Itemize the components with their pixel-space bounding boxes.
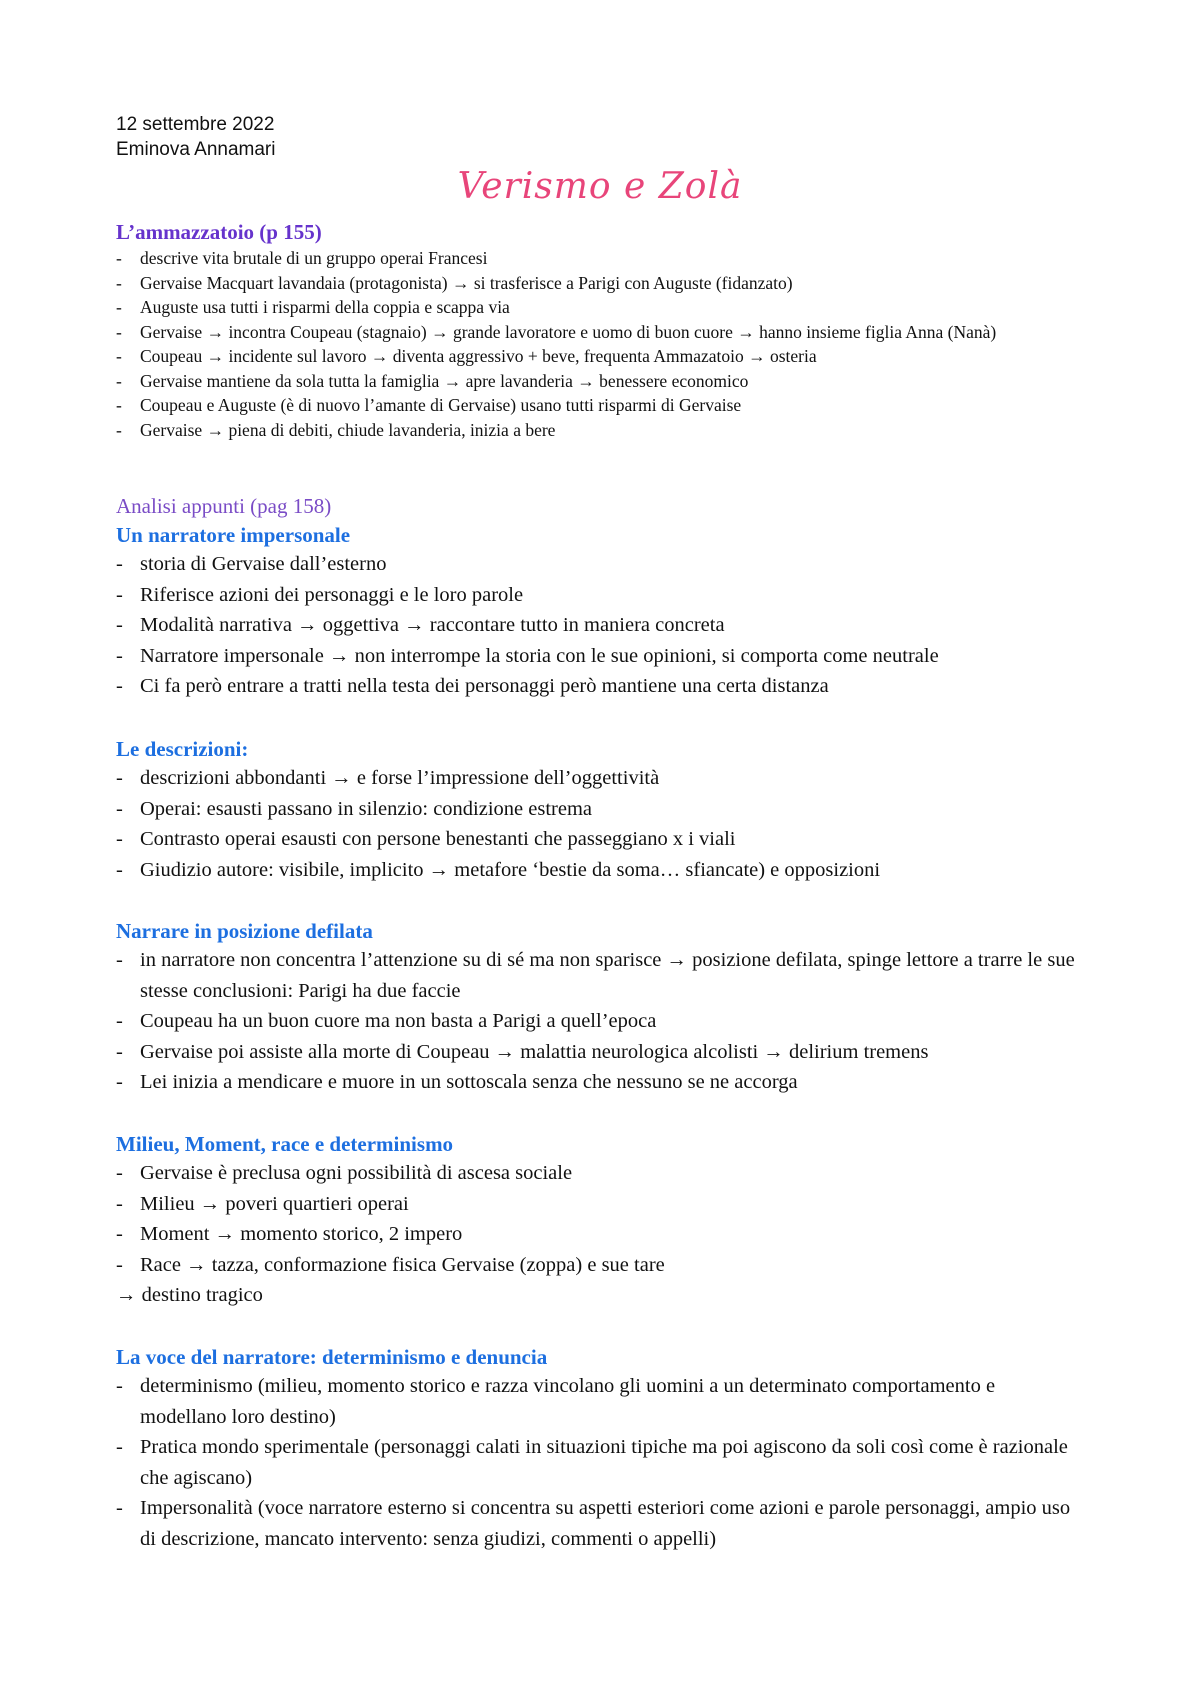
bullet-list [116,246,1076,442]
list-item: - Lei inizia a mendicare e muore in un sottoscala senza che nessuno se ne accorga [116,1071,798,1093]
section-title: Milieu, Moment, race e determinismo [116,1132,454,1156]
list-item: - Coupeau e Auguste (è di nuovo l’amante di Gervaise) usano tutti risparmi di Gervaise [116,395,742,415]
page-title: Verismo e Zolà [457,166,743,207]
list-item: - Ci fa però entrare a tratti nella testa dei personaggi però mantiene una certa distanza [116,675,829,697]
section-narratore-impersonale [116,494,1116,702]
list-item: - Moment → momento storico, 2 impero [116,1223,463,1245]
list-item: - Gervaise Macquart lavandaia (protagonista) → si trasferisce a Parigi con Auguste (fidanzato) [116,272,793,293]
author: Eminova Annamari [116,139,276,160]
list-item: - Coupeau ha un buon cuore ma non basta a Parigi a quell’epoca [116,1010,657,1032]
list-item: - Contrasto operai esausti con persone benestanti che passeggiano x i viali [116,828,736,850]
list-item: - determinismo (milieu, momento storico e razza vincolano gli uomini a un determinato comportamento e modellano loro destino) [116,1375,996,1428]
section-title: Narrare in posizione defilata [116,919,373,943]
list-item: - Modalità narrativa → oggettiva → raccontare tutto in maniera concreta [116,614,725,636]
bullet-list [116,763,1116,885]
list-item: - Gervaise → incontra Coupeau (stagnaio) → grande lavoratore e uomo di buon cuore → hanno insieme figlia Anna (Nanà) [116,321,997,342]
section-subtitle: Analisi appunti (pag 158) [116,494,332,518]
list-item: - in narratore non concentra l’attenzione su di sé ma non sparisce → posizione defilata, spinge lettore a trarre le sue stesse conclusioni: Parigi ha due faccie [116,949,1075,1002]
section-ammazzatoio [116,220,1076,442]
bullet-list [116,1158,1116,1280]
list-item: - Pratica mondo sperimentale (personaggi calati in situazioni tipiche ma poi agiscono da soli così come è razionale che agiscano) [116,1436,1068,1489]
bullet-list [116,1371,1076,1554]
section-title: Un narratore impersonale [116,523,351,547]
list-item: - Gervaise mantiene da sola tutta la famiglia → apre lavanderia → benessere economico [116,370,749,391]
list-item: - Gervaise → piena di debiti, chiude lavanderia, inizia a bere [116,419,556,440]
list-item: - Gervaise è preclusa ogni possibilità di ascesa sociale [116,1162,573,1184]
list-item: - Coupeau → incidente sul lavoro → diventa aggressivo + beve, frequenta Ammazatoio → osteria [116,346,817,366]
section-title: La voce del narratore: determinismo e denuncia [116,1345,548,1369]
list-item: - Milieu → poveri quartieri operai [116,1192,409,1215]
section-title: Le descrizioni: [116,737,249,761]
bullet-list [116,549,1116,702]
list-item: - Narratore impersonale → non interrompe la storia con le sue opinioni, si comporta come neutrale [116,644,939,667]
list-item: - Auguste usa tutti i risparmi della coppia e scappa via [116,297,510,317]
header [116,112,275,162]
section-posizione-defilata [116,919,1076,1098]
date: 12 settembre 2022 [116,114,275,135]
list-item: - Impersonalità (voce narratore esterno si concentra su aspetti esteriori come azioni e parole personaggi, ampio uso di descrizione, mancato intervento: senza giudizi, commenti o appelli) [116,1497,1071,1550]
section-title: L’ammazzatoio (p 155) [116,220,322,244]
section-descrizioni [116,737,1116,885]
list-item: - descrizioni abbondanti → e forse l’impressione dell’oggettività [116,767,660,789]
list-item: - Operai: esausti passano in silenzio: condizione estrema [116,797,593,820]
conclusion-line: → destino tragico [116,1284,263,1306]
list-item: - Riferisce azioni dei personaggi e le loro parole [116,583,524,606]
bullet-list [116,945,1076,1098]
list-item: - Giudizio autore: visibile, implicito → metafore ‘bestie da soma… sfiancate) e opposizioni [116,858,881,881]
list-item: - storia di Gervaise dall’esterno [116,553,387,575]
list-item: - descrive vita brutale di un gruppo operai Francesi [116,248,488,268]
section-voce-narratore [116,1345,1076,1554]
list-item: - Race → tazza, conformazione fisica Gervaise (zoppa) e sue tare [116,1253,665,1276]
list-item: - Gervaise poi assiste alla morte di Coupeau → malattia neurologica alcolisti → delirium tremens [116,1040,929,1063]
section-milieu [116,1132,1116,1311]
